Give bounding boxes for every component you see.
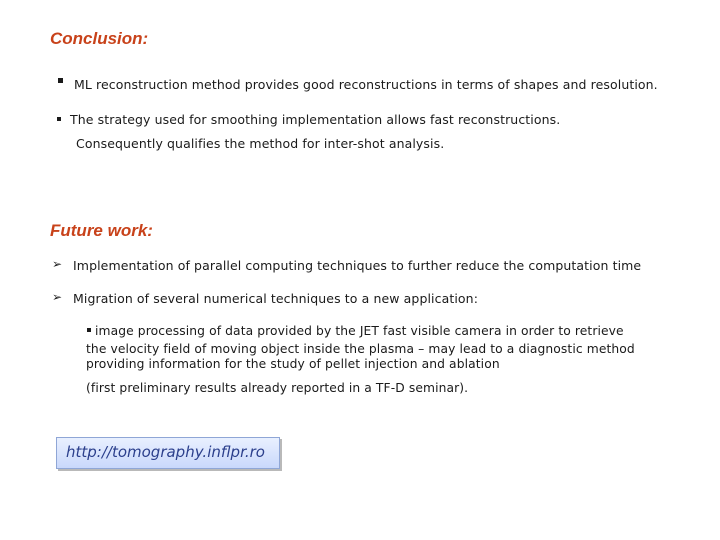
future-work-heading: Future work:: [50, 221, 153, 240]
arrow-bullet-icon: ➢: [52, 257, 63, 271]
website-link-box[interactable]: [56, 437, 280, 469]
future-item-2: Migration of several numerical techniques to a new application:: [73, 291, 479, 306]
future-subitem-line-1: image processing of data provided by the JET fast visible camera in order to retrieve: [95, 324, 624, 338]
arrow-bullet-icon: ➢: [52, 290, 63, 304]
conclusion-item-2-continuation: Consequently qualifies the method for inter-shot analysis.: [76, 136, 445, 151]
square-bullet-icon: [57, 117, 61, 121]
square-bullet-icon: [87, 328, 91, 332]
future-subitem-line-3: providing information for the study of pellet injection and ablation: [86, 357, 500, 371]
future-subitem-note: (first preliminary results already reported in a TF-D seminar).: [86, 381, 469, 395]
conclusion-heading: Conclusion:: [50, 29, 149, 48]
website-link[interactable]: http://tomography.inflpr.ro: [66, 443, 265, 461]
square-bullet-icon: [58, 78, 63, 83]
conclusion-item-1: ML reconstruction method provides good reconstructions in terms of shapes and resolution.: [74, 77, 658, 92]
future-subitem-line-2: the velocity field of moving object inside the plasma – may lead to a diagnostic method: [86, 342, 635, 356]
future-item-1: Implementation of parallel computing techniques to further reduce the computation time: [73, 258, 642, 273]
conclusion-item-2: The strategy used for smoothing implementation allows fast reconstructions.: [70, 112, 561, 127]
